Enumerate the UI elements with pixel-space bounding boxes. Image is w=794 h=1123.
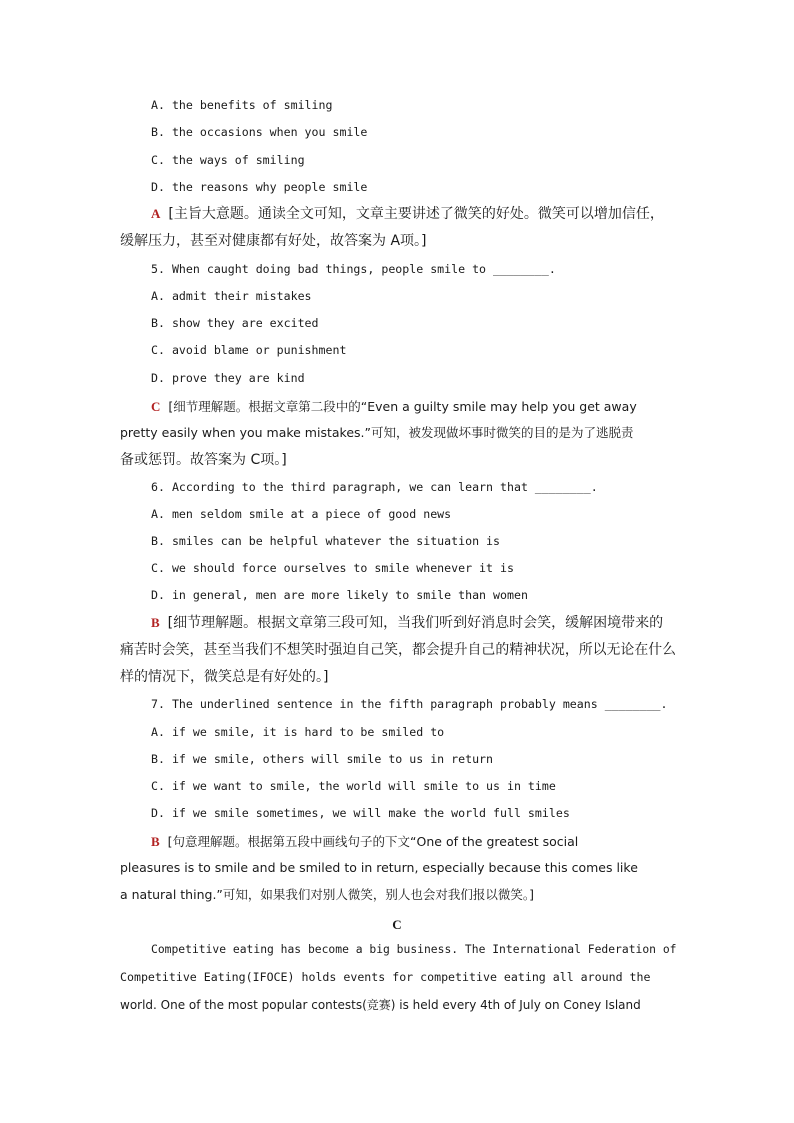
q4-explanation xyxy=(151,207,664,221)
q7-explanation-line2: pleasures is to smile and be smiled to in return, especially because this comes like xyxy=(120,860,638,875)
q7-option-d: D. if we smile sometimes, we will make the world full smiles xyxy=(151,806,570,820)
section-c-line1: Competitive eating has become a big business. The International Federation of xyxy=(151,942,677,956)
section-c-line2: Competitive Eating(IFOCE) holds events for competitive eating all around the xyxy=(120,970,651,984)
q4-answer-letter: A xyxy=(151,206,161,221)
q5-explanation xyxy=(151,400,637,414)
q6-explanation-line1: [细节理解题。根据文章第三段可知，当我们听到好消息时会笑，缓解困境带来的 xyxy=(167,615,664,631)
q5-stem: 5. When caught doing bad things, people smile to ________. xyxy=(151,262,556,276)
q5-option-c: C. avoid blame or punishment xyxy=(151,343,347,357)
q5-answer-letter: C xyxy=(151,399,161,414)
q7-explanation-line3: a natural thing.”可知，如果我们对别人微笑，别人也会对我们报以微笑。] xyxy=(120,887,535,902)
q5-option-d: D. prove they are kind xyxy=(151,371,305,385)
q5-option-a: A. admit their mistakes xyxy=(151,289,312,303)
q4-explanation-line2: 缓解压力，甚至对健康都有好处，故答案为 A项。] xyxy=(120,233,427,249)
q6-option-b: B. smiles can be helpful whatever the situation is xyxy=(151,534,501,548)
q6-option-c: C. we should force ourselves to smile whenever it is xyxy=(151,561,514,575)
q7-option-c: C. if we want to smile, the world will smile to us in time xyxy=(151,779,556,793)
q6-option-a: A. men seldom smile at a piece of good news xyxy=(151,507,452,521)
q6-explanation-line2: 痛苦时会笑，甚至当我们不想笑时强迫自己笑，都会提升自己的精神状况，所以无论在什么 xyxy=(120,642,677,658)
q5-option-b: B. show they are excited xyxy=(151,316,319,330)
q7-option-a: A. if we smile, it is hard to be smiled to xyxy=(151,725,445,739)
q4-option-a: A. the benefits of smiling xyxy=(151,98,333,112)
q6-answer-letter: B xyxy=(151,615,160,630)
q4-explanation-line1: [主旨大意题。通读全文可知，文章主要讲述了微笑的好处。微笑可以增加信任， xyxy=(168,206,664,222)
section-c-heading: C xyxy=(392,917,402,932)
q7-option-b: B. if we smile, others will smile to us in return xyxy=(151,752,494,766)
q6-explanation-line3: 样的情况下，微笑总是有好处的。] xyxy=(120,669,329,685)
q6-explanation xyxy=(151,616,663,630)
q4-option-d: D. the reasons why people smile xyxy=(151,180,368,194)
q7-stem: 7. The underlined sentence in the fifth paragraph probably means ________. xyxy=(151,697,668,711)
q7-explanation xyxy=(151,835,578,849)
q7-explanation-line1: [句意理解题。根据第五段中画线句子的下文“One of the greatest social xyxy=(167,834,579,849)
q6-option-d: D. in general, men are more likely to smile than women xyxy=(151,588,528,602)
q7-answer-letter: B xyxy=(151,834,160,849)
q4-option-c: C. the ways of smiling xyxy=(151,153,305,167)
q4-option-b: B. the occasions when you smile xyxy=(151,125,368,139)
section-c-line3: world. One of the most popular contests(竞赛) is held every 4th of July on Coney Island xyxy=(120,998,641,1012)
q5-explanation-line2: pretty easily when you make mistakes.”可知，被发现做坏事时微笑的目的是为了逃脱责 xyxy=(120,425,634,440)
q5-explanation-line3: 备或惩罚。故答案为 C项。] xyxy=(120,452,287,468)
q5-explanation-line1: [细节理解题。根据文章第二段中的“Even a guilty smile may help you get away xyxy=(168,399,637,414)
q6-stem: 6. According to the third paragraph, we can learn that ________. xyxy=(151,480,598,494)
